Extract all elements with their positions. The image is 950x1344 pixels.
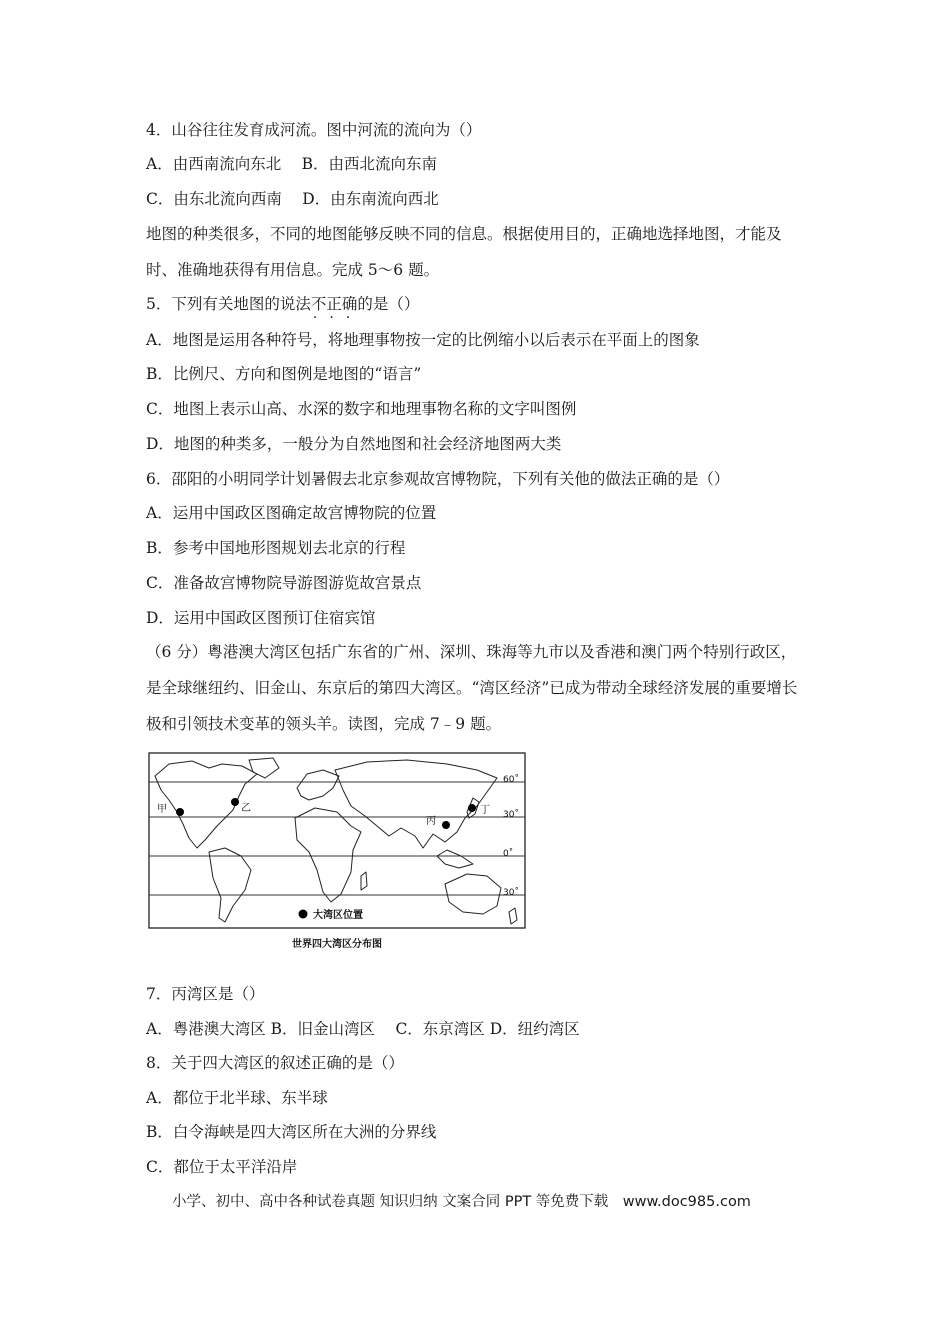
- q6-stem: 6．邵阳的小明同学计划暑假去北京参观故宫博物院，下列有关他的做法正确的是（）: [146, 470, 730, 488]
- page-footer: 小学、初中、高中各种试卷真题 知识归纳 文案合同 PPT 等免费下载 www.doc985.com: [172, 1194, 751, 1210]
- q8-stem: 8．关于四大湾区的叙述正确的是（）: [146, 1054, 404, 1072]
- legend-label: 大湾区位置: [313, 910, 363, 921]
- q6-option-a: A．运用中国政区图确定故宫博物院的位置: [146, 504, 437, 522]
- q4-stem: 4．山谷往往发育成河流。图中河流的流向为（）: [146, 121, 482, 139]
- bay-area-marker-bing: [442, 821, 450, 829]
- lat-label-equator: 0˚: [503, 849, 514, 859]
- q5-stem-prefix: 5．下列有关地图的说法: [146, 295, 311, 313]
- site-label-yi: 乙: [241, 803, 251, 814]
- q7-stem: 7．丙湾区是（）: [146, 985, 265, 1003]
- bay-area-marker-ding: [468, 804, 476, 812]
- site-label-bing: 丙: [426, 816, 436, 827]
- map-caption: 世界四大湾区分布图: [292, 939, 382, 950]
- southeast-asia-islands-outline: [437, 850, 473, 868]
- intro-7-9: （6 分）粤港澳大湾区包括广东省的广州、深圳、珠海等九市以及香港和澳门两个特别行政区，是全球继纽约、旧金山、东京后的第四大湾区。“湾区经济”已成为带动全球经济发展的重要增长极和引领技术变革的领头羊。读图，完成 7﹣9 题。: [146, 643, 798, 733]
- legend-marker: [299, 910, 308, 919]
- site-label-ding: 丁: [480, 805, 490, 816]
- q8-option-c: C．都位于太平洋沿岸: [146, 1158, 298, 1176]
- q6-option-c: C．准备故宫博物院导游图游览故宫景点: [146, 574, 422, 592]
- new-zealand-outline: [509, 908, 517, 924]
- q5-option-c: C．地图上表示山高、水深的数字和地理事物名称的文字叫图例: [146, 400, 577, 418]
- europe-outline: [297, 770, 339, 800]
- q4-options-cd: C．由东北流向西南 D．由东南流向西北: [146, 190, 439, 208]
- south-america-outline: [209, 848, 251, 922]
- lat-label-30n: 30˚: [503, 810, 519, 820]
- madagascar-outline: [361, 872, 367, 890]
- q8-option-b: B．白令海峡是四大湾区所在大洲的分界线: [146, 1123, 437, 1141]
- q6-option-d: D．运用中国政区图预订住宿宾馆: [146, 609, 376, 627]
- intro-5-6: 地图的种类很多，不同的地图能够反映不同的信息。根据使用目的，正确地选择地图，才能及时、准确地获得有用信息。完成 5～6 题。: [146, 225, 782, 279]
- q5-stem: [146, 294, 419, 314]
- site-label-jia: 甲: [157, 804, 167, 815]
- q5-option-d: D．地图的种类多，一般分为自然地图和社会经济地图两大类: [146, 435, 562, 453]
- q5-option-a: A．地图是运用各种符号，将地理事物按一定的比例缩小以后表示在平面上的图象: [146, 331, 700, 349]
- world-bay-areas-map: [147, 752, 527, 952]
- q8-option-a: A．都位于北半球、东半球: [146, 1089, 328, 1107]
- bay-area-marker-jia: [176, 808, 184, 816]
- africa-outline: [295, 808, 361, 902]
- q7-options: A．粤港澳大湾区 B．旧金山湾区 C．东京湾区 D．纽约湾区: [146, 1020, 580, 1038]
- bay-area-marker-yi: [231, 798, 239, 806]
- greenland-outline: [249, 758, 279, 778]
- lat-label-30s: 30˚: [503, 888, 519, 898]
- australia-outline: [445, 874, 501, 914]
- q5-stem-emphasis: 不正确 · · ·: [311, 295, 358, 313]
- q5-option-b: B．比例尺、方向和图例是地图的“语言”: [146, 365, 422, 383]
- q5-stem-suffix: 的是（）: [357, 295, 420, 313]
- q4-options-ab: A．由西南流向东北 B．由西北流向东南: [146, 155, 438, 173]
- q6-option-b: B．参考中国地形图规划去北京的行程: [146, 539, 406, 557]
- lat-label-60n: 60˚: [503, 775, 519, 785]
